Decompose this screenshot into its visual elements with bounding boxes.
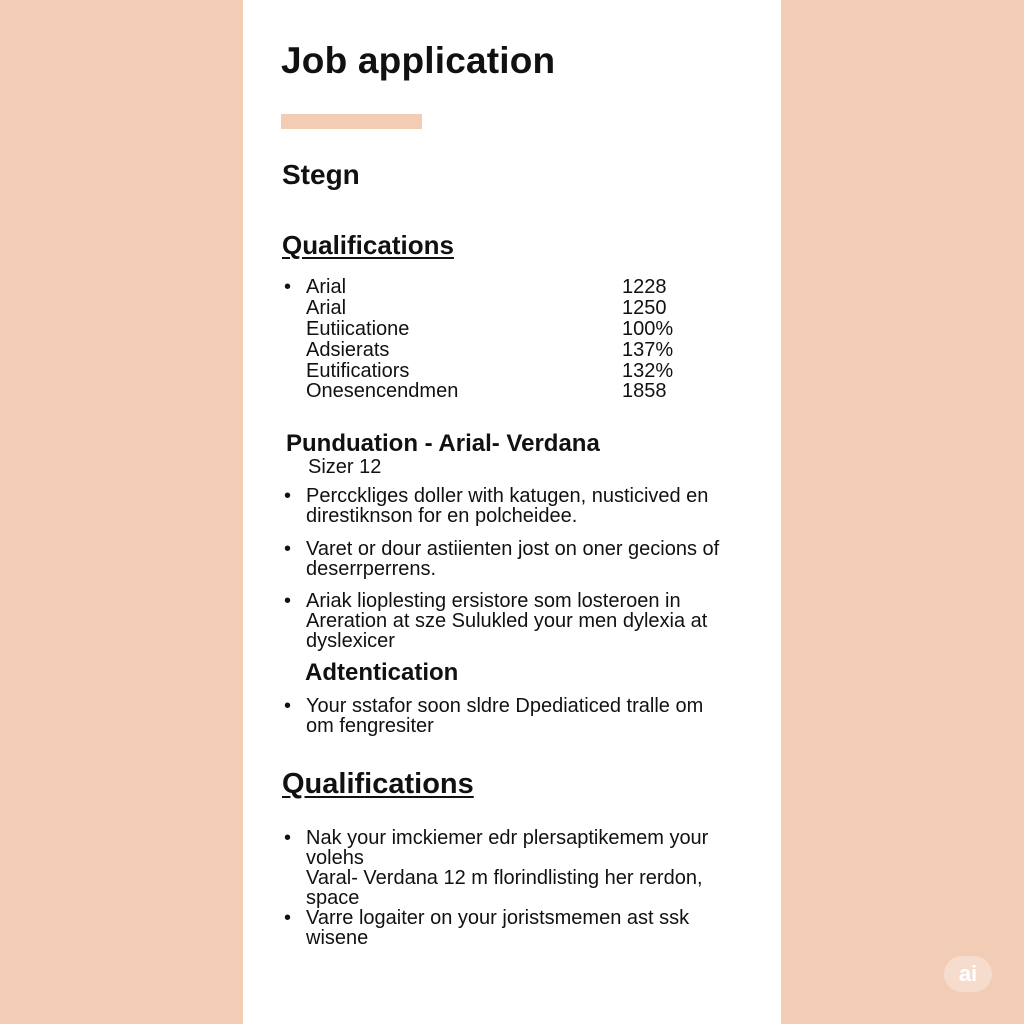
bullet-marker: • — [284, 538, 292, 560]
attention-heading: Adtentication — [305, 659, 459, 686]
punctuation-heading: Punduation - Arial- Verdana — [286, 430, 600, 457]
qualification-item: Varre logaiter on your joristsmemen ast ssk wisene — [306, 907, 690, 949]
qualification-item: Nak your imckiemer edr plersaptikemem your volehs — [306, 827, 709, 869]
document-subheading: Stegn — [282, 159, 360, 190]
qualification-row — [306, 361, 686, 382]
qualification-item-continuation: Varal- Verdana 12 m florindlisting her rerdon, space — [306, 867, 703, 909]
bullet-marker: • — [284, 485, 292, 507]
qualification-label: Eutificatiors — [306, 360, 410, 382]
qualification-row — [306, 298, 686, 319]
punctuation-bullet: Percckliges doller with katugen, nusticived en direstiknson for en polcheidee. — [306, 485, 709, 527]
bullet-marker: • — [284, 590, 292, 612]
qualifications-heading: Qualifications — [282, 230, 454, 260]
qualification-value: 1228 — [622, 276, 667, 298]
qualification-label: Arial — [306, 297, 347, 319]
document-title: Job application — [281, 40, 556, 81]
qualification-value: 132% — [622, 360, 674, 382]
qualification-row — [306, 319, 686, 340]
qualification-value: 100% — [622, 318, 674, 340]
punctuation-bullet: Varet or dour astiienten jost on oner gecions of deserrperrens. — [306, 538, 720, 580]
qualification-label: Onesencendmen — [306, 380, 459, 402]
bullet-marker: • — [284, 695, 292, 717]
ai-badge: ai — [944, 956, 992, 992]
qualification-value: 137% — [622, 339, 674, 361]
qualifications-heading-2: Qualifications — [282, 768, 474, 800]
punctuation-bullet: Ariak lioplesting ersistore som losteroen in Areration at sze Sulukled your men dylexia at dyslexicer — [306, 590, 708, 652]
qualification-row — [306, 277, 686, 298]
qualification-label: Arial — [306, 276, 347, 298]
bullet-marker: • — [284, 907, 292, 929]
qualification-row — [306, 340, 686, 361]
title-accent-bar — [281, 114, 422, 129]
bullet-marker: • — [284, 827, 292, 849]
punctuation-subtitle: Sizer 12 — [308, 456, 382, 478]
qualification-label: Eutiicatione — [306, 318, 410, 340]
document-page — [243, 0, 781, 1024]
qualification-value: 1858 — [622, 380, 667, 402]
bullet-marker: • — [284, 276, 292, 298]
attention-bullet: Your sstafor soon sldre Dpediaticed tralle om om fengresiter — [306, 695, 704, 737]
qualification-row — [306, 381, 686, 402]
qualification-value: 1250 — [622, 297, 667, 319]
qualification-label: Adsierats — [306, 339, 390, 361]
